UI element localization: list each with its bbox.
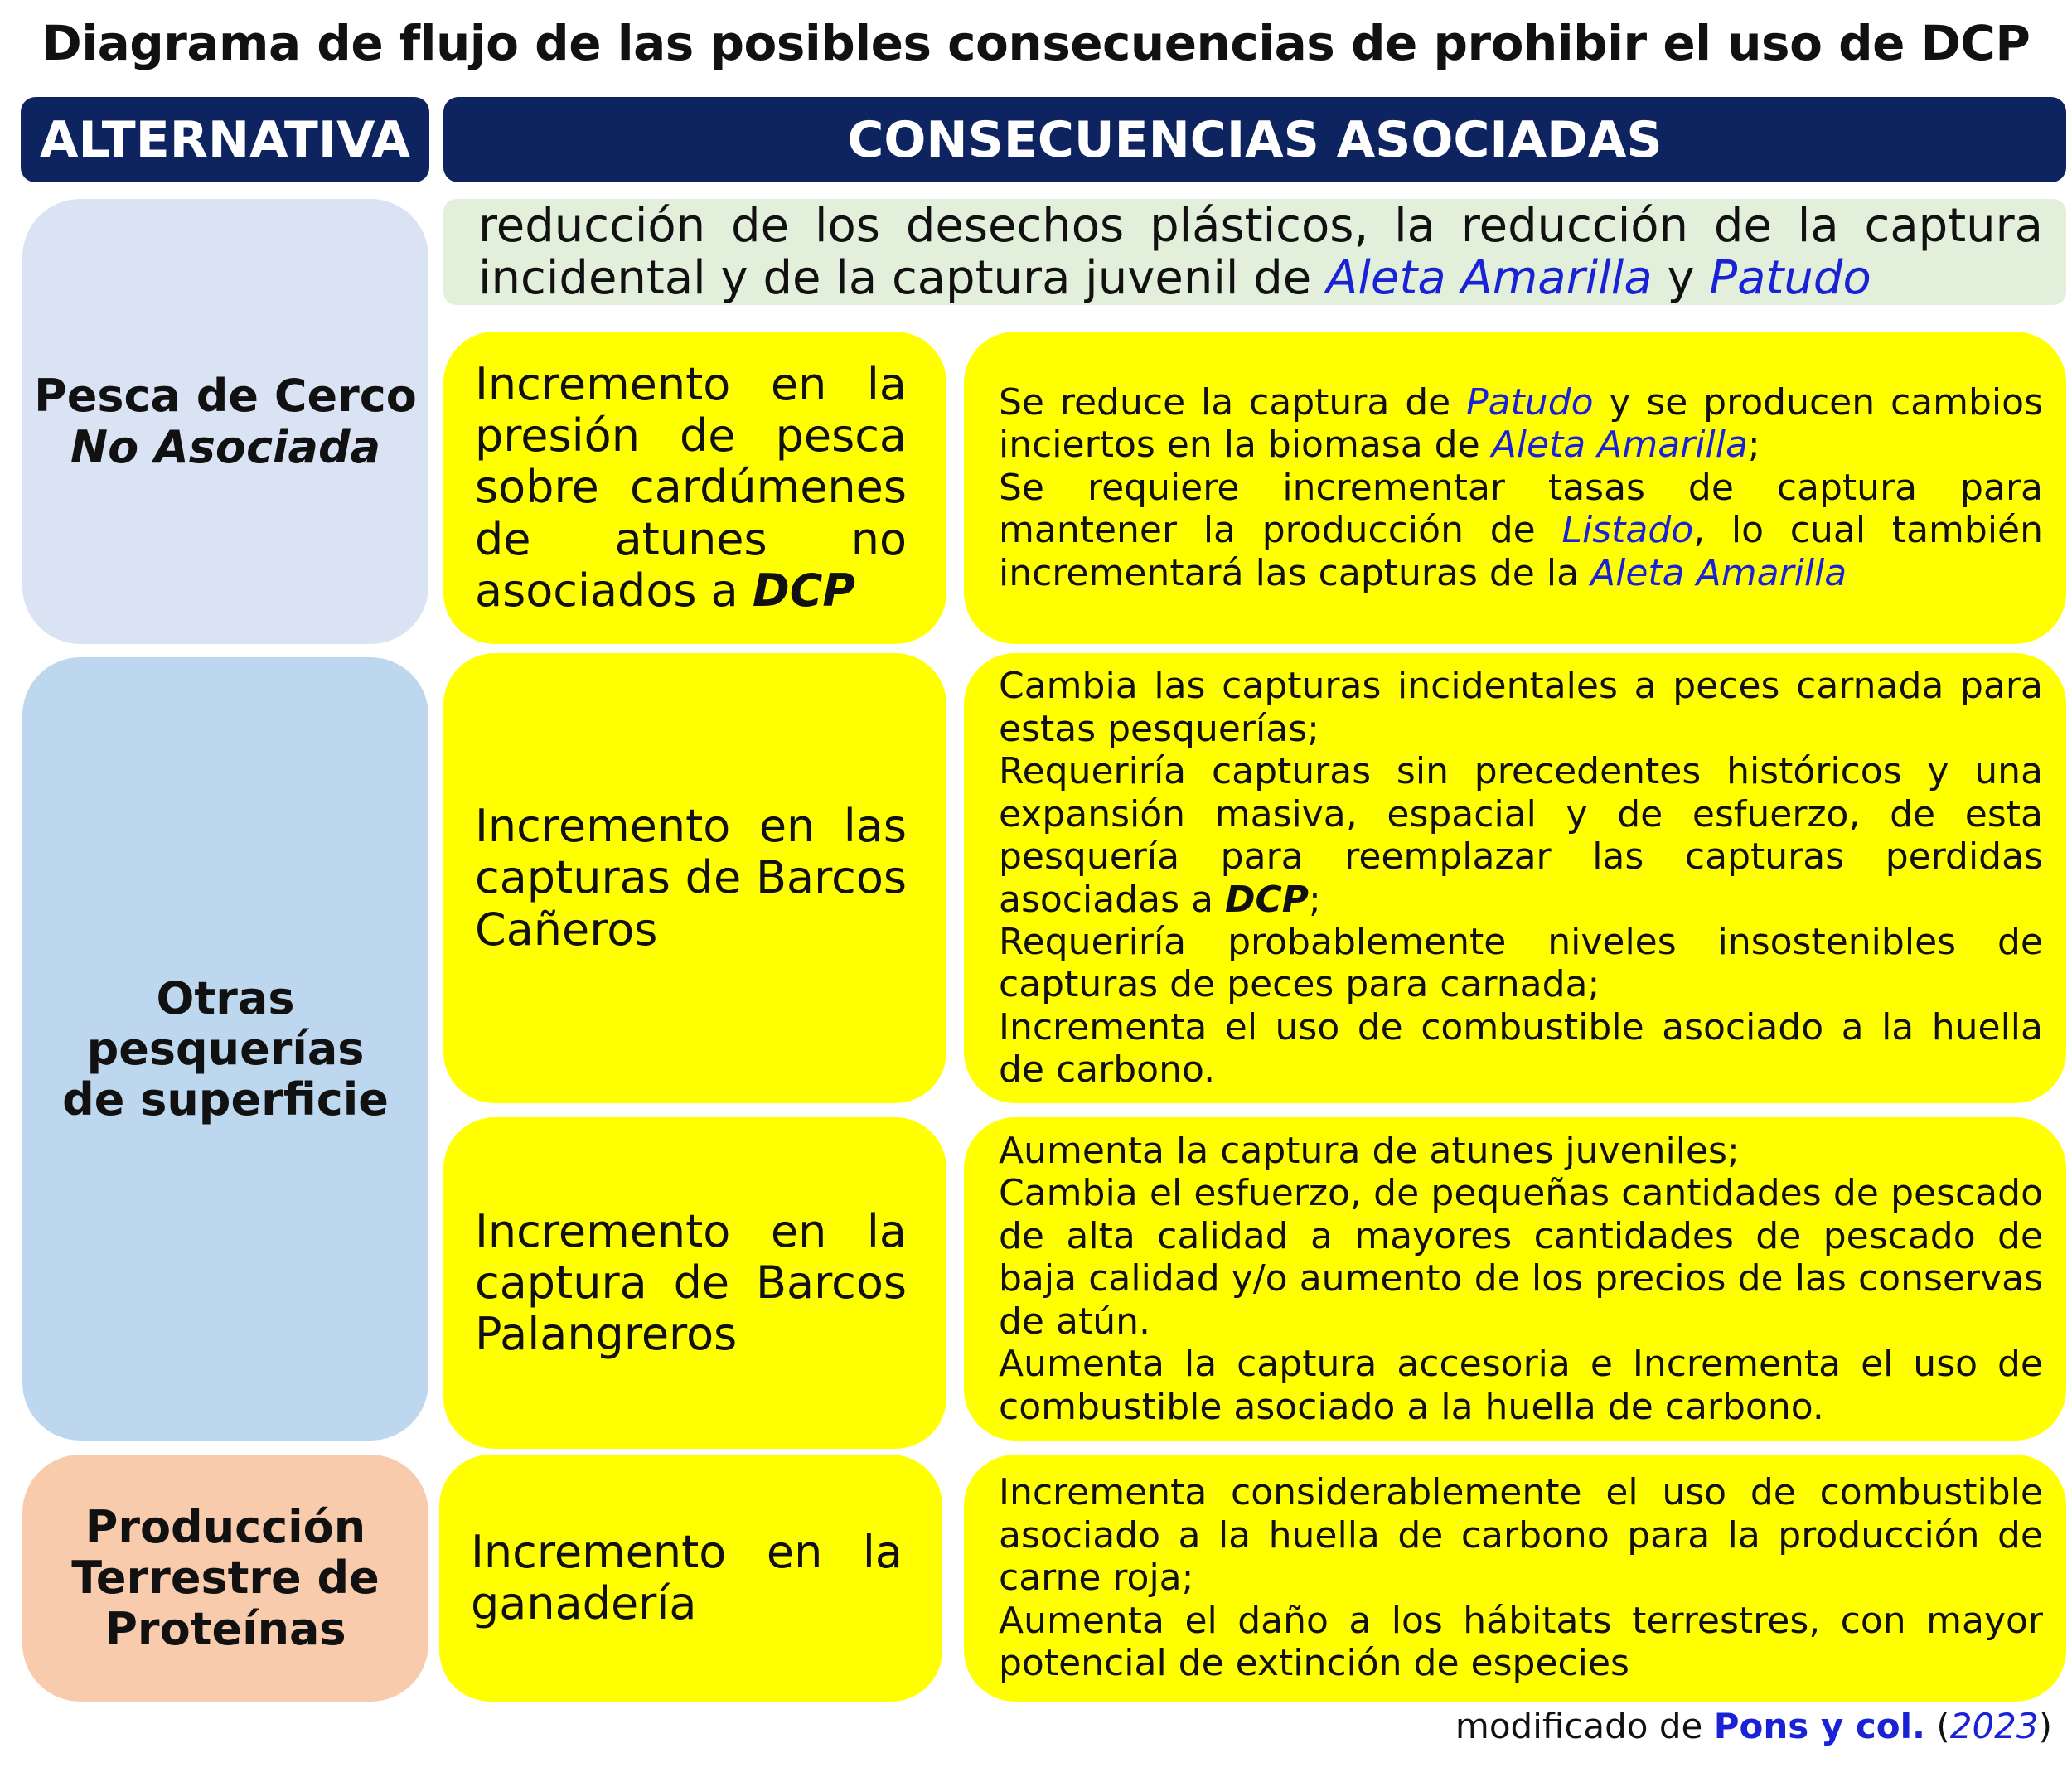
species-patudo: Patudo (1709, 251, 1871, 305)
alternative-otras-pesquerias-line2: de superficie (62, 1073, 389, 1126)
credit-year: 2023 (1949, 1706, 2039, 1746)
header-alternative (21, 97, 429, 182)
general-consequence-text-1: reducción de los desechos plásticos, la reducción de la captura incidental y de la captura juvenil de (478, 198, 2043, 305)
right-box-barcos-caneros-line4: Incrementa el uso de combustible asociado a la huella de carbono. (999, 1005, 2043, 1092)
alternative-produccion-terrestre-line1: Producción (85, 1501, 366, 1554)
alternative-pesca-cerco-line1: Pesca de Cerco (34, 370, 417, 423)
right2-text-l2b: ; (1309, 878, 1321, 921)
right1-text-b1: Se requiere incrementar tasas de captura para mantener la producción de (999, 466, 2043, 552)
species-aleta-amarilla: Aleta Amarilla (1590, 551, 1847, 594)
right-box-ganaderia-line2: Aumenta el daño a los hábitats terrestres, con mayor potencial de extinción de especies (999, 1599, 2043, 1685)
credit-open-paren: ( (1924, 1706, 1950, 1746)
species-patudo: Patudo (1466, 380, 1594, 424)
mid-box-barcos-caneros (443, 653, 946, 1103)
general-consequence-box (443, 199, 2066, 305)
right-box-barcos-palangreros-line3: Aumenta la captura accesoria e Incrementa el uso de combustible asociado a la huella de carbono. (999, 1343, 2043, 1428)
right-box-barcos-caneros-line1: Cambia las capturas incidentales a peces carnada para estas pesquerías; (999, 665, 2043, 750)
mid-box-presion-pesca-label: Incremento en la presión de pesca sobre cardúmenes de atunes no asociados a (475, 358, 907, 617)
right-box-ganaderia (964, 1455, 2066, 1702)
mid-box-barcos-palangreros-text: Incremento en la captura de Barcos Palangreros (475, 1204, 907, 1361)
general-consequence-text-2: y (1652, 251, 1710, 305)
right1-text-a1: Se reduce la captura de (999, 380, 1467, 424)
general-consequence-text (478, 200, 2043, 305)
dcp-term: DCP (752, 564, 855, 617)
right2-text-l2a: Requeriría capturas sin precedentes históricos y una expansión masiva, espacial y de esfuerzo, de esta pesquería para reemplazar las capturas perdidas asociadas a (999, 750, 2043, 921)
right-box-barcos-caneros-line2 (999, 750, 2043, 921)
alternative-pesca-cerco (22, 199, 428, 644)
credit-prefix: modificado de (1455, 1706, 1714, 1746)
alternative-otras-pesquerias-line1: Otras pesquerías (86, 971, 365, 1075)
header-consequences (443, 97, 2066, 182)
mid-box-barcos-caneros-text: Incremento en las capturas de Barcos Cañeros (475, 800, 907, 956)
right1-text-a3: ; (1747, 424, 1760, 467)
species-aleta-amarilla: Aleta Amarilla (1326, 251, 1653, 305)
alternative-produccion-terrestre-line2: Terrestre de (71, 1552, 380, 1605)
right-box-pesca-cerco-line1 (999, 381, 2043, 467)
alternative-pesca-cerco-line2: No Asociada (70, 420, 381, 473)
right1-text-a2: y se producen cambios inciertos en la biomasa de (999, 380, 2043, 467)
species-listado: Listado (1561, 509, 1694, 552)
mid-box-presion-pesca-text (475, 359, 907, 616)
mid-box-presion-pesca (443, 332, 946, 644)
credit-close-paren: ) (2038, 1706, 2052, 1746)
right-box-ganaderia-line1: Incrementa considerablemente el uso de combustible asociado a la huella de carbono para la producción de carne roja; (999, 1471, 2043, 1600)
page-title: Diagrama de flujo de las posibles consecuencias de prohibir el uso de DCP (41, 15, 2031, 71)
right-box-barcos-palangreros (964, 1117, 2066, 1441)
right-box-barcos-caneros (964, 653, 2066, 1103)
mid-box-ganaderia-text: Incremento en la ganadería (471, 1525, 903, 1629)
mid-box-ganaderia (439, 1455, 942, 1702)
right-box-barcos-caneros-line3: Requeriría probablemente niveles insostenibles de capturas de peces para carnada; (999, 920, 2043, 1006)
mid-box-barcos-palangreros (443, 1117, 946, 1449)
right-box-pesca-cerco (964, 332, 2066, 644)
header-alternative-label: ALTERNATIVA (40, 110, 410, 169)
right-box-pesca-cerco-line2 (999, 467, 2043, 594)
alternative-produccion-terrestre-line3: Proteínas (104, 1602, 346, 1655)
header-consequences-label: CONSECUENCIAS ASOCIADAS (847, 110, 1663, 169)
alternative-otras-pesquerias (22, 657, 428, 1441)
species-aleta-amarilla: Aleta Amarilla (1491, 424, 1748, 467)
right-box-barcos-palangreros-line1: Aumenta la captura de atunes juveniles; (999, 1129, 1740, 1172)
dcp-term: DCP (1224, 878, 1309, 921)
credit-authors: Pons y col. (1713, 1706, 1925, 1746)
alternative-produccion-terrestre (22, 1455, 428, 1702)
right-box-barcos-palangreros-line2: Cambia el esfuerzo, de pequeñas cantidades de pescado de alta calidad a mayores cantidades de pescado de baja calidad y/o aumento de los precios de las conservas de atún. (999, 1172, 2043, 1343)
source-credit (1455, 1706, 2052, 1746)
right1-text-b2: , lo cual también incrementará las capturas de la (999, 509, 2044, 594)
